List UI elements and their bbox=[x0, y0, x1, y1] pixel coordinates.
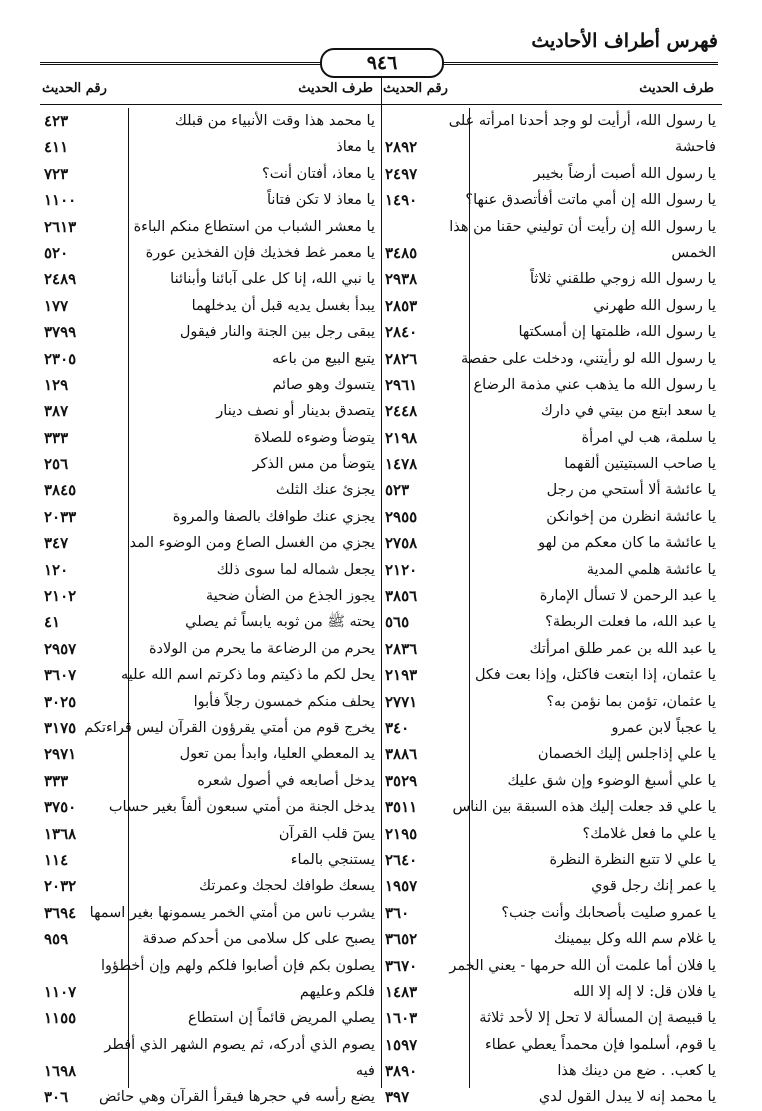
index-entry bbox=[381, 926, 722, 952]
index-entry bbox=[40, 530, 381, 556]
hadith-text: يا محمد إنه لا يبدل القول لدي bbox=[538, 1089, 716, 1106]
hadith-number: ٢٩٥٧ bbox=[44, 639, 77, 658]
hadith-text: يصبح على كل سلامى من أحدكم صدقة bbox=[142, 931, 375, 948]
hadith-text: يا معاذ لا تكن فتاناً bbox=[266, 192, 375, 209]
hadith-number: ٢٨٥٣ bbox=[385, 296, 418, 315]
index-entry bbox=[381, 425, 722, 451]
hadith-text: يضع رأسه في حجرها فيقرأ القرآن وهي حائض bbox=[99, 1089, 375, 1106]
index-entry bbox=[40, 398, 381, 424]
header-rule-left bbox=[444, 62, 718, 65]
hadith-number: ٢٧٧١ bbox=[385, 692, 418, 711]
hadith-text: يجعل شماله لما سوى ذلك bbox=[216, 561, 375, 578]
index-entry bbox=[381, 636, 722, 662]
hadith-text: يحته ﷺ من ثوبه يابساً ثم يصلي bbox=[185, 614, 375, 631]
hadith-text: يا معاذ، أفتان أنت؟ bbox=[262, 165, 375, 182]
index-entry bbox=[381, 741, 722, 767]
index-entry bbox=[40, 108, 381, 134]
index-entry bbox=[40, 266, 381, 292]
hadith-text: يستنجي بالماء bbox=[290, 851, 375, 868]
index-entry bbox=[381, 372, 722, 398]
hadith-text: يبدأ بغسل يديه قبل أن يدخلهما bbox=[191, 297, 375, 314]
index-entry bbox=[40, 636, 381, 662]
index-entry bbox=[381, 821, 722, 847]
index-entry bbox=[381, 662, 722, 688]
hadith-number: ٣٦٠٧ bbox=[44, 666, 77, 685]
hadith-number: ٥٢٣ bbox=[385, 481, 410, 500]
hadith-text: يا محمد هذا وقت الأنبياء من قبلك bbox=[174, 113, 375, 129]
hadith-number: ٣٩٧ bbox=[385, 1088, 410, 1107]
hadith-number: ١٧٧ bbox=[44, 296, 69, 315]
index-entry bbox=[40, 926, 381, 952]
index-entry bbox=[381, 319, 722, 345]
hadith-text: يتوضأ من مس الذكر bbox=[252, 456, 375, 473]
index-entry bbox=[40, 689, 381, 715]
hadith-number: ٣٧٥٠ bbox=[44, 798, 77, 817]
index-entry bbox=[381, 768, 722, 794]
hadith-text: يا علي قد جعلت إليك هذه السبقة بين الناس bbox=[452, 799, 716, 816]
hadith-text: يا عائشة انظرن من إخوانكن bbox=[546, 508, 716, 525]
hadith-text: يا عمرو صليت بأصحابك وأنت جنب؟ bbox=[501, 904, 716, 921]
hadith-number: ٢٦٤٠ bbox=[385, 850, 418, 869]
index-entry bbox=[381, 108, 722, 134]
hadith-number: ٢٦١٣ bbox=[44, 217, 77, 236]
hadith-number: ٣٥٢٩ bbox=[385, 771, 418, 790]
index-entry bbox=[381, 134, 722, 160]
hadith-number: ٢٩٣٨ bbox=[385, 270, 418, 289]
index-entry bbox=[40, 821, 381, 847]
hadith-text: فلكم وعليهم bbox=[299, 983, 375, 1000]
index-entry bbox=[40, 1032, 381, 1058]
index-entry bbox=[381, 557, 722, 583]
hadith-text: يا علي إذاجلس إليك الخصمان bbox=[537, 746, 716, 763]
hadith-text: يا رسول الله إن أمي ماتت أفأتصدق عنها؟ bbox=[465, 192, 716, 209]
page-number: ٩٤٦ bbox=[320, 48, 444, 78]
hadith-text: يا عبد الله، ما فعلت الربطة؟ bbox=[545, 614, 716, 631]
column-header bbox=[40, 78, 381, 105]
index-entry bbox=[40, 583, 381, 609]
index-entry bbox=[40, 134, 381, 160]
index-entry bbox=[40, 847, 381, 873]
hadith-number: ٥٢٠ bbox=[44, 243, 69, 262]
index-entry bbox=[381, 1084, 722, 1110]
hadith-text: يجوز الجذع من الضأن ضحية bbox=[205, 588, 375, 605]
index-entry bbox=[40, 187, 381, 213]
hadith-number: ٣٤٨٥ bbox=[385, 243, 418, 262]
hadith-text: يا عمر إنك رجل قوي bbox=[591, 878, 716, 895]
index-entry bbox=[40, 715, 381, 741]
hadith-text: يا علي لا تتبع النظرة النظرة bbox=[549, 851, 716, 868]
hadith-number: ٣٦٥٢ bbox=[385, 930, 418, 949]
hadith-number: ٣٨٩٠ bbox=[385, 1062, 418, 1081]
hadith-number: ١١٠٧ bbox=[44, 982, 77, 1001]
hadith-number: ٤٢٣ bbox=[44, 112, 69, 130]
hadith-text: يا رسول الله ما يذهب عني مذمة الرضاع bbox=[473, 376, 716, 393]
hadith-number: ١٦٠٣ bbox=[385, 1009, 418, 1028]
index-entry bbox=[381, 530, 722, 556]
index-entry bbox=[40, 768, 381, 794]
hadith-text: يا رسول الله طهرني bbox=[593, 297, 716, 314]
hadith-number: ٢٨٤٠ bbox=[385, 323, 418, 342]
index-entry bbox=[381, 187, 722, 213]
hadith-text: يبقى رجل بين الجنة والنار فيقول bbox=[179, 324, 375, 341]
hadith-text: يا معاذ bbox=[336, 139, 375, 156]
hadith-text: يا عبد الله بن عمر طلق امرأتك bbox=[529, 640, 716, 657]
hadith-text: فيه bbox=[355, 1063, 375, 1080]
index-entry bbox=[381, 794, 722, 820]
hadith-text: يحلف منكم خمسون رجلاً فأبوا bbox=[193, 693, 375, 710]
hadith-text: يا علي ما فعل غلامك؟ bbox=[582, 825, 716, 842]
hadith-number: ٢١٩٨ bbox=[385, 428, 418, 447]
index-entry bbox=[40, 240, 381, 266]
hadith-number: ١٦٩٨ bbox=[44, 1062, 77, 1081]
index-entry bbox=[381, 1032, 722, 1058]
hadith-text: يجزي من الغسل الصاع ومن الوضوء المد bbox=[129, 535, 375, 552]
hadith-text: يا فلان أما علمت أن الله حرمها - يعني الخمر bbox=[449, 957, 716, 974]
running-title: فهرس أطراف الأحاديث bbox=[531, 30, 718, 52]
hadith-text: يا رسول الله إن رأيت أن توليني حقنا من هذا bbox=[449, 218, 716, 235]
hadith-number: ٢٥٦ bbox=[44, 455, 69, 474]
index-entry bbox=[40, 372, 381, 398]
hadith-number-heading: رقم الحديث bbox=[42, 81, 107, 96]
hadith-text: يشرب ناس من أمتي الخمر يسمونها بغير اسمها bbox=[89, 904, 375, 921]
hadith-text: يسٓ قلب القرآن bbox=[278, 825, 375, 842]
hadith-text: يسعك طوافك لحجك وعمرتك bbox=[199, 878, 375, 895]
hadith-number: ١٤٧٨ bbox=[385, 455, 418, 474]
hadith-number: ٣٤٠ bbox=[385, 718, 410, 737]
hadith-number: ٣٦٧٠ bbox=[385, 956, 418, 975]
hadith-number: ١٣٦٨ bbox=[44, 824, 77, 843]
hadith-number: ٢٩٥٥ bbox=[385, 507, 418, 526]
hadith-text: يتسوك وهو صائم bbox=[272, 376, 375, 393]
column-header bbox=[381, 78, 722, 105]
index-entry bbox=[381, 873, 722, 899]
hadith-text: يتوضأ وضوءه للصلاة bbox=[253, 429, 375, 446]
hadith-number: ٣٠٦ bbox=[44, 1088, 69, 1107]
hadith-number: ١٤٩٠ bbox=[385, 191, 418, 210]
hadith-text: يا عائشة هلمي المدية bbox=[586, 561, 716, 578]
hadith-number: ٢٩٦١ bbox=[385, 375, 418, 394]
index-entry bbox=[40, 1084, 381, 1110]
index-entry bbox=[40, 794, 381, 820]
hadith-text: يا معمر غط فخذيك فإن الفخذين عورة bbox=[145, 244, 375, 261]
hadith-number: ٣١٧٥ bbox=[44, 718, 77, 737]
hadith-number: ٤١١ bbox=[44, 138, 69, 157]
index-entry bbox=[40, 161, 381, 187]
index-entry bbox=[381, 715, 722, 741]
index-entry bbox=[40, 425, 381, 451]
hadith-text: يجزي عنك طوافك بالصفا والمروة bbox=[172, 508, 375, 525]
hadith-number: ٢٨٢٦ bbox=[385, 349, 418, 368]
hadith-text: يا قوم، أسلموا فإن محمداً يعطي عطاء bbox=[484, 1036, 716, 1053]
index-entry bbox=[381, 504, 722, 530]
hadith-number: ١٢٠ bbox=[44, 560, 69, 579]
hadith-text: فاحشة bbox=[674, 139, 716, 156]
index-entry bbox=[40, 477, 381, 503]
hadith-text: يصوم الذي أدركه، ثم يصوم الشهر الذي أفطر bbox=[104, 1036, 375, 1053]
index-entry bbox=[381, 1005, 722, 1031]
hadith-number: ٢٨٣٦ bbox=[385, 639, 418, 658]
index-entry bbox=[40, 319, 381, 345]
hadith-number: ٣٨٧ bbox=[44, 402, 69, 421]
hadith-number: ٣٨٨٦ bbox=[385, 745, 418, 764]
index-entry bbox=[40, 1005, 381, 1031]
hadith-number: ٢١٩٣ bbox=[385, 666, 418, 685]
hadith-number: ٢٤٨٩ bbox=[44, 270, 77, 289]
hadith-number: ٢٤٤٨ bbox=[385, 402, 418, 421]
index-entry bbox=[381, 398, 722, 424]
index-entry bbox=[381, 214, 722, 240]
hadith-text: يا فلان قل: لا إله إلا الله bbox=[573, 983, 716, 1000]
index-entry bbox=[40, 741, 381, 767]
hadith-number: ٢٠٣٢ bbox=[44, 877, 77, 896]
index-columns bbox=[40, 78, 722, 1107]
hadith-number: ٣٧٩٩ bbox=[44, 323, 77, 342]
hadith-number: ٢٨٩٢ bbox=[385, 138, 418, 157]
hadith-text: يا معشر الشباب من استطاع منكم الباءة bbox=[133, 218, 375, 235]
index-entry bbox=[381, 953, 722, 979]
hadith-text-heading: طرف الحديث bbox=[639, 81, 714, 96]
index-entry bbox=[40, 1058, 381, 1084]
hadith-text: يجزئ عنك الثلث bbox=[275, 482, 375, 499]
hadith-number: ٥٦٥ bbox=[385, 613, 410, 632]
index-entry bbox=[381, 477, 722, 503]
hadith-text: يا قبيصة إن المسألة لا تحل إلا لأحد ثلاثة bbox=[479, 1010, 716, 1027]
hadith-text-heading: طرف الحديث bbox=[298, 81, 373, 96]
left-column bbox=[40, 78, 382, 1107]
index-entry bbox=[381, 689, 722, 715]
index-entry bbox=[381, 847, 722, 873]
hadith-text: يحرم من الرضاعة ما يحرم من الولادة bbox=[148, 640, 375, 657]
hadith-text: يد المعطي العليا، وابدأ بمن تعول bbox=[179, 746, 375, 763]
index-entry bbox=[381, 240, 722, 266]
hadith-number: ٣٥١١ bbox=[385, 798, 418, 817]
index-entry bbox=[40, 557, 381, 583]
index-entry bbox=[40, 214, 381, 240]
hadith-number: ٤١ bbox=[44, 613, 61, 632]
hadith-text: يصلون بكم فإن أصابوا فلكم ولهم وإن أخطؤوا bbox=[100, 957, 375, 974]
hadith-text: يدخل أصابعه في أصول شعره bbox=[197, 772, 375, 789]
index-entry bbox=[40, 293, 381, 319]
right-column bbox=[381, 78, 722, 1107]
hadith-text: يا عائشة ألا أستحي من رجل bbox=[546, 482, 716, 499]
hadith-number: ٢١٩٥ bbox=[385, 824, 418, 843]
hadith-text: يدخل الجنة من أمتي سبعون ألفاً بغير حساب bbox=[108, 799, 375, 816]
hadith-number: ١٤٨٣ bbox=[385, 982, 418, 1001]
right-rows bbox=[381, 108, 722, 1111]
hadith-number: ١١٤ bbox=[44, 850, 69, 869]
hadith-number: ٢٩٧١ bbox=[44, 745, 77, 764]
hadith-number: ٣٣٣ bbox=[44, 428, 69, 447]
hadith-number: ١١٠٠ bbox=[44, 191, 77, 210]
hadith-number: ٧٢٣ bbox=[44, 164, 69, 183]
hadith-number: ٢١٢٠ bbox=[385, 560, 418, 579]
hadith-number: ٣٦٩٤ bbox=[44, 903, 77, 922]
hadith-number: ١٢٩ bbox=[44, 375, 69, 394]
hadith-text: يا رسول الله، ظلمتها إن أمسكتها bbox=[518, 324, 716, 341]
hadith-text: يا سعد ابتع من بيتي في دارك bbox=[540, 403, 716, 420]
hadith-text: الخمس bbox=[671, 244, 716, 261]
hadith-text: يا سلمة، هب لي امرأة bbox=[581, 429, 716, 446]
hadith-number: ١٩٥٧ bbox=[385, 877, 418, 896]
hadith-number: ٢٤٩٧ bbox=[385, 164, 418, 183]
hadith-number: ٢١٠٢ bbox=[44, 587, 77, 606]
index-entry bbox=[40, 451, 381, 477]
hadith-number: ٣٦٠ bbox=[385, 903, 410, 922]
index-entry bbox=[381, 900, 722, 926]
hadith-text: يا عجباً لابن عمرو bbox=[611, 719, 716, 736]
hadith-text: يا صاحب السبتيتين ألقهما bbox=[564, 456, 716, 473]
hadith-text: يا عبد الرحمن لا تسأل الإمارة bbox=[539, 588, 716, 605]
hadith-number: ٣٤٧ bbox=[44, 534, 69, 553]
hadith-text: يا رسول الله لو رأيتني، ودخلت على حفصة bbox=[460, 350, 716, 367]
left-rows bbox=[40, 108, 381, 1111]
index-entry bbox=[381, 609, 722, 635]
index-entry bbox=[40, 346, 381, 372]
hadith-number: ١٥٩٧ bbox=[385, 1035, 418, 1054]
index-entry bbox=[40, 609, 381, 635]
hadith-number: ٢٣٠٥ bbox=[44, 349, 77, 368]
index-entry bbox=[40, 873, 381, 899]
hadith-number: ١١٥٥ bbox=[44, 1009, 77, 1028]
hadith-text: يصلي المريض قائماً إن استطاع bbox=[188, 1010, 375, 1027]
hadith-text: يا غلام سم الله وكل بيمينك bbox=[553, 931, 716, 948]
hadith-text: يا عثمان، تؤمن بما نؤمن به؟ bbox=[546, 693, 716, 710]
hadith-text: يا علي أسبغ الوضوء وإن شق عليك bbox=[507, 772, 716, 789]
hadith-text: يتبع البيع من باعه bbox=[272, 350, 375, 367]
hadith-number: ٢٧٥٨ bbox=[385, 534, 418, 553]
index-entry bbox=[40, 504, 381, 530]
hadith-number: ٣٨٥٦ bbox=[385, 587, 418, 606]
hadith-text: يا نبي الله، إنا كل على آبائنا وأبنائنا bbox=[170, 271, 375, 288]
hadith-text: يخرج قوم من أمتي يقرؤون القرآن ليس قراءتكم bbox=[84, 719, 375, 736]
hadith-text: يحل لكم ما ذكيتم وما ذكرتم اسم الله عليه bbox=[121, 667, 375, 684]
index-entry bbox=[381, 583, 722, 609]
hadith-text: يا رسول الله، أرأيت لو وجد أحدنا امرأته على bbox=[448, 113, 716, 129]
hadith-text: يتصدق بدينار أو نصف دينار bbox=[216, 403, 375, 420]
page-header bbox=[0, 24, 762, 74]
hadith-number: ٢٠٣٣ bbox=[44, 507, 77, 526]
hadith-text: يا كعب. . ضع من دينك هذا bbox=[557, 1063, 716, 1080]
index-entry bbox=[40, 662, 381, 688]
hadith-number: ٣٠٢٥ bbox=[44, 692, 77, 711]
hadith-number: ٩٥٩ bbox=[44, 930, 69, 949]
index-entry bbox=[381, 346, 722, 372]
index-entry bbox=[381, 161, 722, 187]
hadith-number-heading: رقم الحديث bbox=[383, 81, 448, 96]
index-entry bbox=[381, 1058, 722, 1084]
index-entry bbox=[381, 266, 722, 292]
index-entry bbox=[40, 979, 381, 1005]
hadith-text: يا رسول الله أصبت أرضاً بخيبر bbox=[533, 165, 716, 182]
index-entry bbox=[40, 900, 381, 926]
hadith-text: يا رسول الله زوجي طلقني ثلاثاً bbox=[529, 271, 716, 288]
index-entry bbox=[381, 293, 722, 319]
hadith-text: يا عثمان، إذا ابتعت فاكتل، وإذا بعت فكل bbox=[474, 667, 716, 684]
hadith-number: ٣٣٣ bbox=[44, 771, 69, 790]
index-entry bbox=[40, 953, 381, 979]
hadith-number: ٣٨٤٥ bbox=[44, 481, 77, 500]
index-entry bbox=[381, 979, 722, 1005]
index-entry bbox=[381, 451, 722, 477]
hadith-text: يا عائشة ما كان معكم من لهو bbox=[538, 535, 716, 552]
